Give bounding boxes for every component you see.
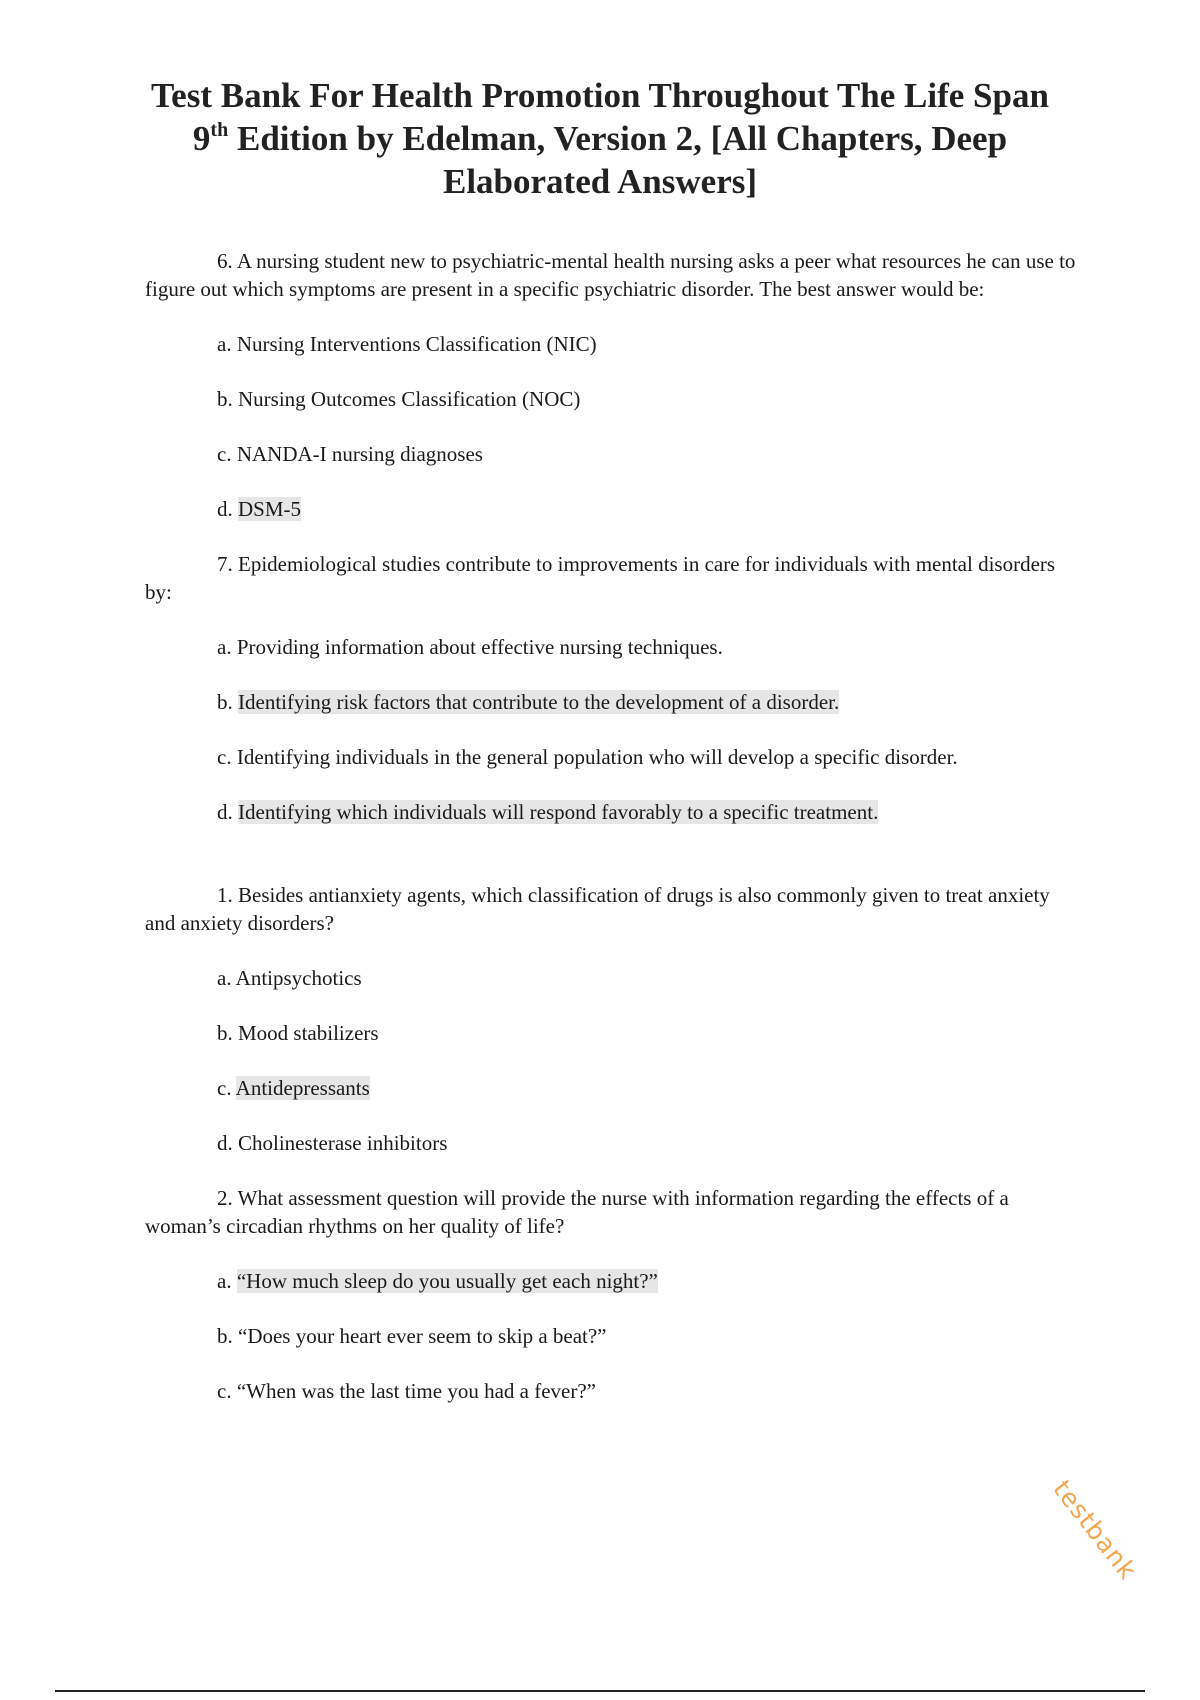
title-line-2 <box>100 117 1100 160</box>
option-text: Identifying individuals in the general population who will develop a specific disorder. <box>236 745 958 769</box>
option-letter: d. <box>217 497 233 521</box>
answer-option <box>145 1074 1085 1102</box>
option-text-highlighted: Identifying which individuals will respond favorably to a specific treatment. <box>238 800 879 824</box>
option-text: “Does your heart ever seem to skip a beat?” <box>238 1324 607 1348</box>
answer-option <box>145 495 1085 523</box>
option-letter: a. <box>217 635 232 659</box>
answer-option <box>145 1129 1085 1157</box>
answer-option <box>145 1322 1085 1350</box>
question-text: 7. Epidemiological studies contribute to improvements in care for individuals with mental disorders by: <box>145 552 1056 604</box>
answer-option <box>145 385 1085 413</box>
title-edition-number: 9 <box>192 119 211 158</box>
answer-option <box>145 1267 1085 1295</box>
answer-option <box>145 798 1085 826</box>
option-text-highlighted: DSM-5 <box>238 497 302 521</box>
answer-option <box>145 1377 1085 1405</box>
option-letter: a. <box>217 1269 232 1293</box>
question-text: 2. What assessment question will provide the nurse with information regarding the effects of a woman’s circadian rhythms on her quality of life? <box>145 1186 1009 1238</box>
option-text-highlighted: Antidepressants <box>235 1076 370 1100</box>
option-letter: c. <box>217 1076 232 1100</box>
question-list <box>145 247 1085 1405</box>
option-letter: a. <box>217 332 232 356</box>
option-letter: a. <box>217 966 232 990</box>
option-letter: c. <box>217 442 232 466</box>
answer-option <box>145 688 1085 716</box>
answer-option <box>145 330 1085 358</box>
answer-option <box>145 1019 1085 1047</box>
footer-divider <box>55 1690 1145 1692</box>
title-line-2-text: Edition by Edelman, Version 2, [All Chapters, Deep <box>228 119 1008 158</box>
option-text-highlighted: “How much sleep do you usually get each night?” <box>236 1269 658 1293</box>
title-line-1: Test Bank For Health Promotion Throughout The Life Span <box>151 76 1049 115</box>
option-letter: d. <box>217 1131 233 1155</box>
answer-option <box>145 633 1085 661</box>
question-text: 1. Besides antianxiety agents, which classification of drugs is also commonly given to treat anxiety and anxiety disorders? <box>145 883 1050 935</box>
title-line-3: Elaborated Answers] <box>442 162 758 201</box>
document-title <box>100 74 1100 203</box>
testbank-watermark: testbank <box>1047 1474 1143 1586</box>
option-letter: b. <box>217 387 233 411</box>
title-edition-suffix: th <box>210 119 229 141</box>
option-text-highlighted: Identifying risk factors that contribute to the development of a disorder. <box>238 690 840 714</box>
option-letter: b. <box>217 1324 233 1348</box>
option-text: NANDA-I nursing diagnoses <box>236 442 483 466</box>
option-letter: c. <box>217 1379 232 1403</box>
option-letter: b. <box>217 1021 233 1045</box>
answer-option <box>145 440 1085 468</box>
answer-option <box>145 743 1085 771</box>
question-text: 6. A nursing student new to psychiatric-mental health nursing asks a peer what resources he can use to figure out which symptoms are present in a specific psychiatric disorder. The best answer would be: <box>145 249 1076 301</box>
answer-option <box>145 964 1085 992</box>
option-text: Nursing Interventions Classification (NIC) <box>236 332 597 356</box>
option-text: Mood stabilizers <box>238 1021 379 1045</box>
option-letter: d. <box>217 800 233 824</box>
option-text: Nursing Outcomes Classification (NOC) <box>238 387 581 411</box>
option-text: “When was the last time you had a fever?” <box>236 1379 597 1403</box>
option-letter: b. <box>217 690 233 714</box>
option-text: Antipsychotics <box>235 966 362 990</box>
option-text: Providing information about effective nursing techniques. <box>236 635 723 659</box>
option-letter: c. <box>217 745 232 769</box>
option-text: Cholinesterase inhibitors <box>238 1131 448 1155</box>
